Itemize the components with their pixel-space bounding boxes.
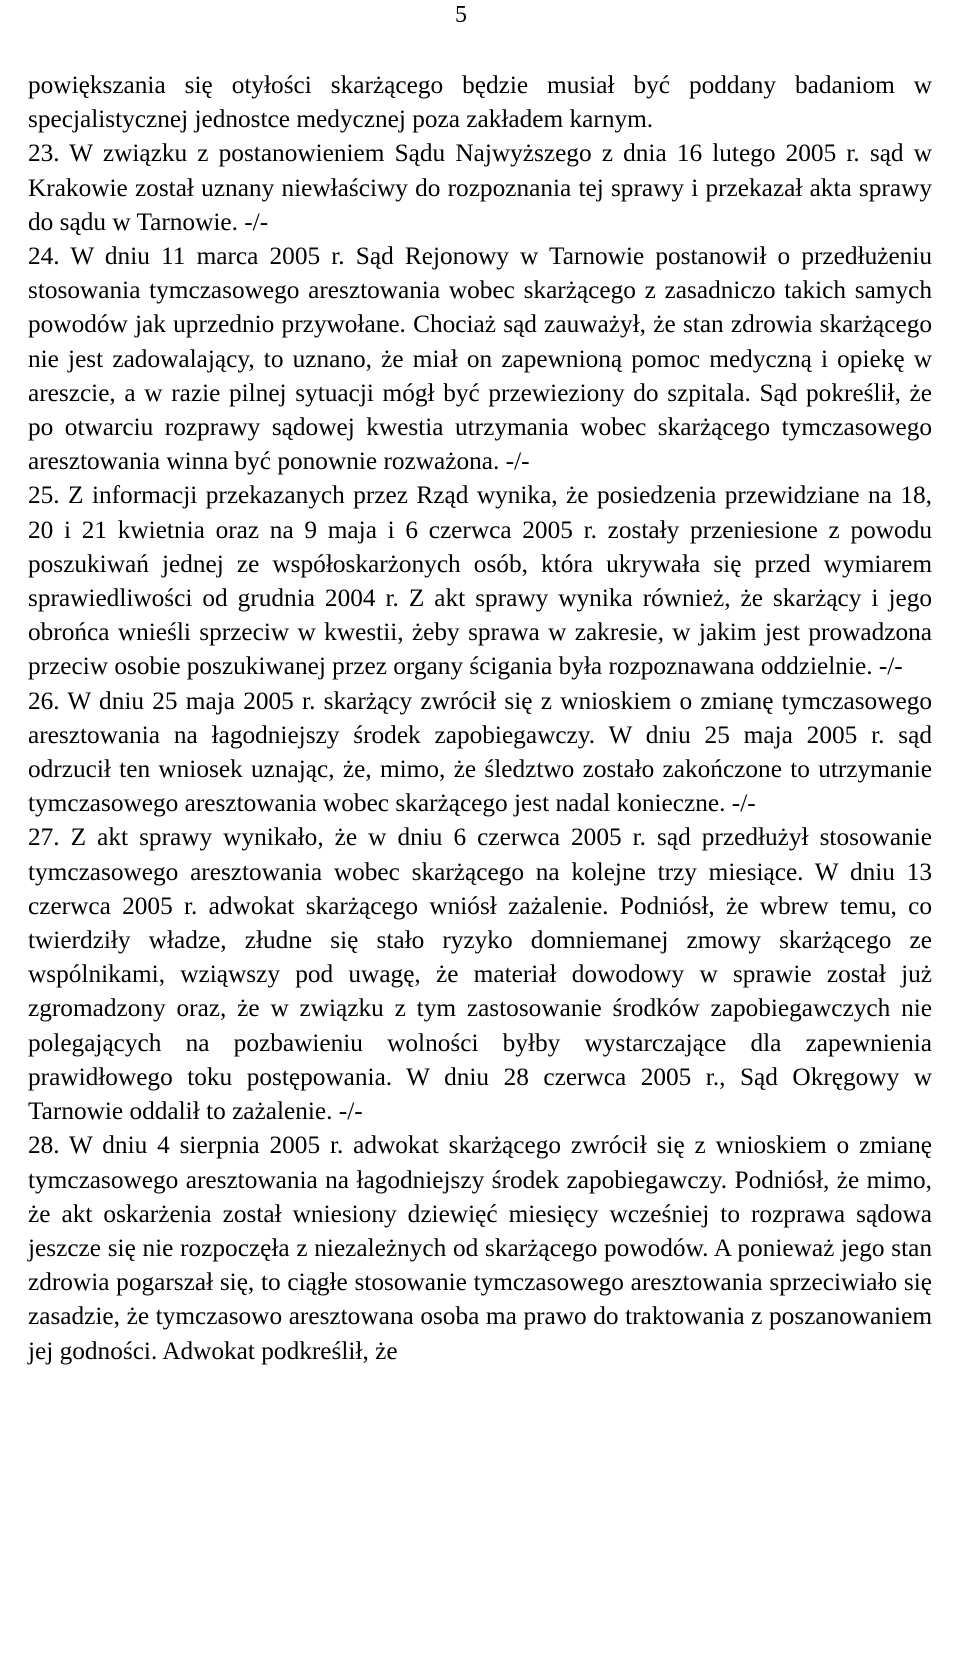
paragraph-continuation: powiększania się otyłości skarżącego będzie musiał być poddany badaniom w specjalistycznej jednostce medycznej poza zakładem karnym.	[28, 71, 932, 134]
paragraph-23: 23. W związku z postanowieniem Sądu Najwyższego z dnia 16 lutego 2005 r. sąd w Krakowie został uznany niewłaściwy do rozpoznania tej sprawy i przekazał akta sprawy do sądu w Tarnowie. -/-	[28, 139, 932, 236]
page-number: 5	[455, 2, 467, 28]
paragraph-26: 26. W dniu 25 maja 2005 r. skarżący zwrócił się z wnioskiem o zmianę tymczasowego aresztowania na łagodniejszy środek zapobiegawczy. W dniu 25 maja 2005 r. sąd odrzucił ten wniosek uznając, że, mimo, że śledztwo zostało zakończone to utrzymanie tymczasowego aresztowania wobec skarżącego jest nadal konieczne. -/-	[28, 686, 932, 818]
paragraph-28: 28. W dniu 4 sierpnia 2005 r. adwokat skarżącego zwrócił się z wnioskiem o zmianę tymczasowego aresztowania na łagodniejszy środek zapobiegawczy. Podniósł, że mimo, że akt oskarżenia został wniesiony dziewięć miesięcy wcześniej to rozprawa sądowa jeszcze się nie rozpoczęła z niezależnych od skarżącego powodów. A ponieważ jego stan zdrowia pogarszał się, to ciągłe stosowanie tymczasowego aresztowania sprzeciwiało się zasadzie, że tymczasowo aresztowana osoba ma prawo do traktowania z poszanowaniem jej godności. Adwokat podkreślił, że	[28, 1131, 932, 1365]
document-body	[28, 68, 932, 1368]
paragraph-27: 27. Z akt sprawy wynikało, że w dniu 6 czerwca 2005 r. sąd przedłużył stosowanie tymczasowego aresztowania wobec skarżącego na kolejne trzy miesiące. W dniu 13 czerwca 2005 r. adwokat skarżącego wniósł zażalenie. Podniósł, że wbrew temu, co twierdziły władze, złudne się stało ryzyko domniemanej zmowy skarżącego ze wspólnikami, wziąwszy pod uwagę, że materiał dowodowy w sprawie został już zgromadzony oraz, że w związku z tym zastosowanie środków zapobiegawczych nie polegających na pozbawieniu wolności byłby wystarczające dla zapewnienia prawidłowego toku postępowania. W dniu 28 czerwca 2005 r., Sąd Okręgowy w Tarnowie oddalił to zażalenie. -/-	[28, 823, 932, 1126]
paragraph-25: 25. Z informacji przekazanych przez Rząd wynika, że posiedzenia przewidziane na 18, 20 i 21 kwietnia oraz na 9 maja i 6 czerwca 2005 r. zostały przeniesione z powodu poszukiwań jednej ze współoskarżonych osób, która ukrywała się przed wymiarem sprawiedliwości od grudnia 2004 r. Z akt sprawy wynika również, że skarżący i jego obrońca wnieśli sprzeciw w kwestii, żeby sprawa w zakresie, w jakim jest prowadzona przeciw osobie poszukiwanej przez organy ścigania była rozpoznawana oddzielnie. -/-	[28, 481, 932, 681]
paragraph-24: 24. W dniu 11 marca 2005 r. Sąd Rejonowy w Tarnowie postanowił o przedłużeniu stosowania tymczasowego aresztowania wobec skarżącego z zasadniczo takich samych powodów jak uprzednio przywołane. Chociaż sąd zauważył, że stan zdrowia skarżącego nie jest zadowalający, to uznano, że miał on zapewnioną pomoc medyczną i opiekę w areszcie, a w razie pilnej sytuacji mógł być przewieziony do szpitala. Sąd pokreślił, że po otwarciu rozprawy sądowej kwestia utrzymania wobec skarżącego tymczasowego aresztowania winna być ponownie rozważona. -/-	[28, 242, 932, 476]
